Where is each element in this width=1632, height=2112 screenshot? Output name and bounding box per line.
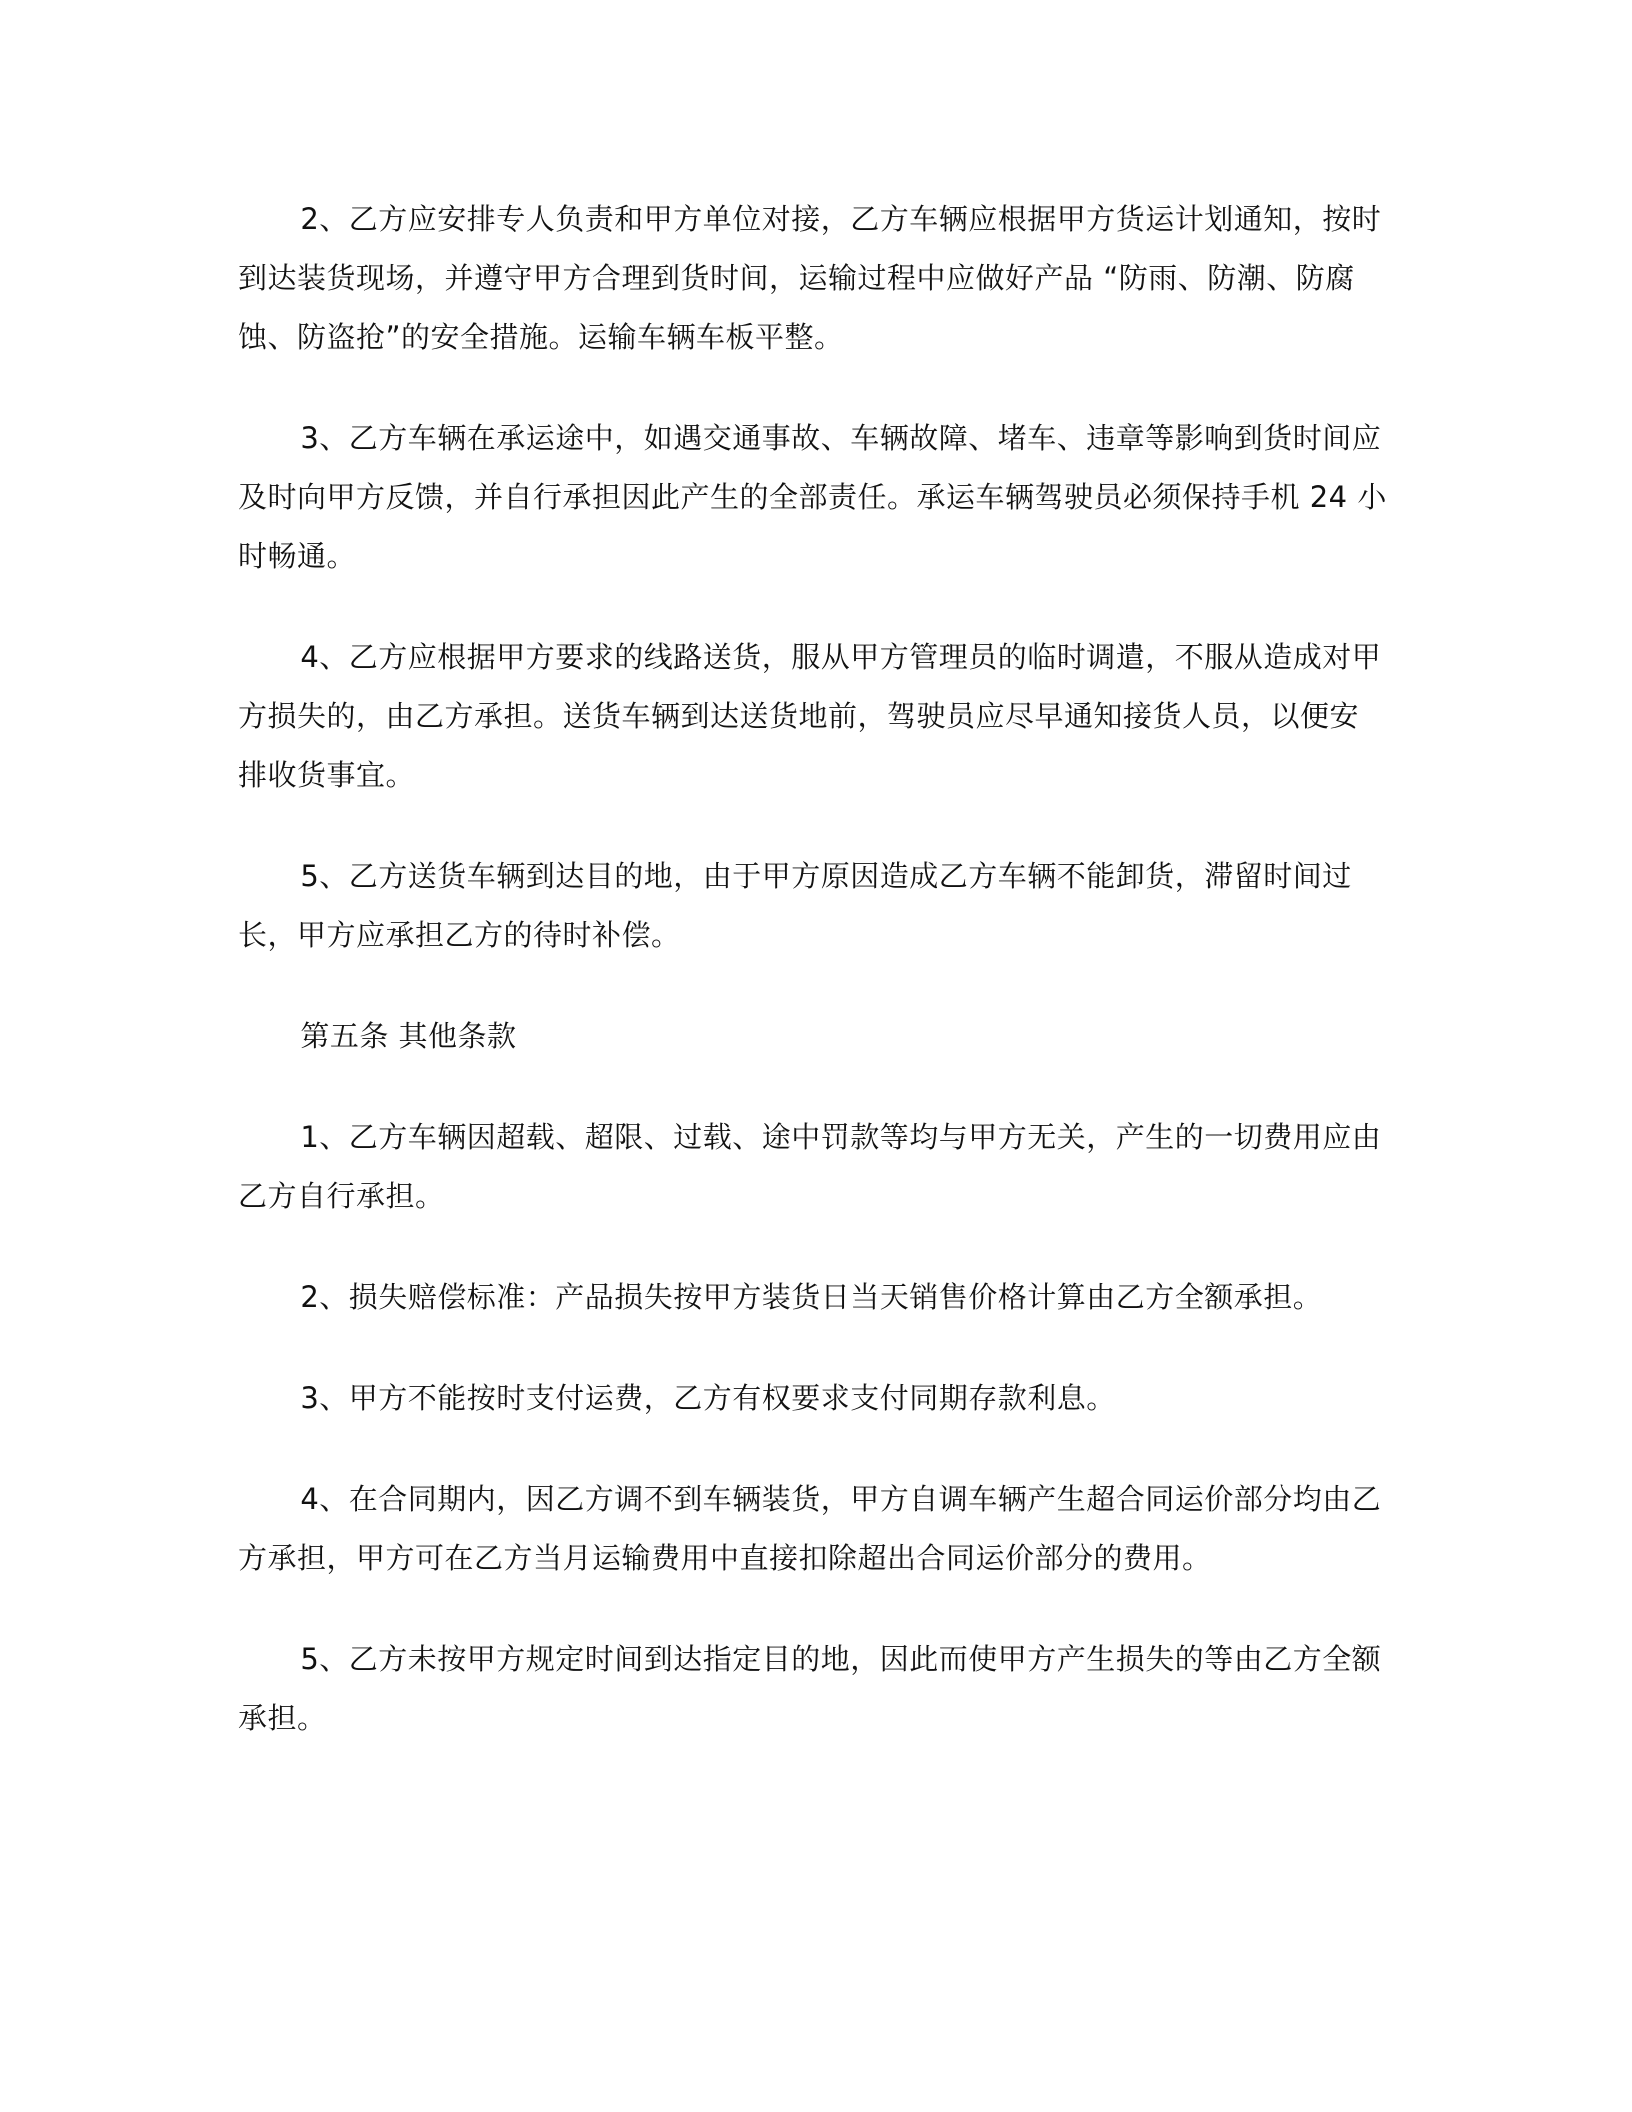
clause-paragraph: 2、损失赔偿标准：产品损失按甲方装货日当天销售价格计算由乙方全额承担。 <box>300 1280 1323 1314</box>
clause-paragraph: 3、乙方车辆在承运途中，如遇交通事故、车辆故障、堵车、违章等影响到货时间应及时向甲方反馈，并自行承担因此产生的全部责任。承运车辆驾驶员必须保持手机 24 小时畅通。 <box>238 421 1387 573</box>
clause-paragraph: 4、乙方应根据甲方要求的线路送货，服从甲方管理员的临时调遣，不服从造成对甲方损失的，由乙方承担。送货车辆到达送货地前，驾驶员应尽早通知接货人员，以便安排收货事宜。 <box>238 640 1382 792</box>
clause-paragraph: 1、乙方车辆因超载、超限、过载、途中罚款等均与甲方无关，产生的一切费用应由乙方自行承担。 <box>238 1120 1382 1213</box>
clause-paragraph: 5、乙方送货车辆到达目的地，由于甲方原因造成乙方车辆不能卸货，滞留时间过长，甲方应承担乙方的待时补偿。 <box>238 859 1352 952</box>
section-heading: 第五条 其他条款 <box>300 1019 517 1053</box>
document-body <box>238 190 1388 1790</box>
clause-paragraph: 2、乙方应安排专人负责和甲方单位对接，乙方车辆应根据甲方货运计划通知，按时到达装货现场，并遵守甲方合理到货时间，运输过程中应做好产品 “防雨、防潮、防腐蚀、防盗抢”的安全措施。运输车辆车板平整。 <box>238 202 1382 354</box>
clause-paragraph: 4、在合同期内，因乙方调不到车辆装货，甲方自调车辆产生超合同运价部分均由乙方承担，甲方可在乙方当月运输费用中直接扣除超出合同运价部分的费用。 <box>238 1482 1382 1575</box>
clause-paragraph: 5、乙方未按甲方规定时间到达指定目的地，因此而使甲方产生损失的等由乙方全额承担。 <box>238 1642 1382 1735</box>
clause-paragraph: 3、甲方不能按时支付运费，乙方有权要求支付同期存款利息。 <box>300 1381 1116 1415</box>
